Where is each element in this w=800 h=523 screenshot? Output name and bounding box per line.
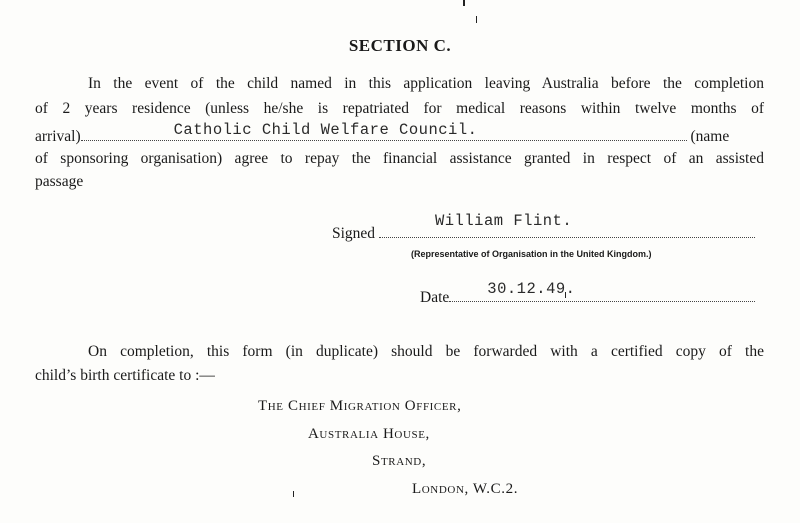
signature-field bbox=[379, 212, 755, 238]
date-field bbox=[449, 280, 755, 302]
organisation-field bbox=[81, 121, 687, 141]
signature-value: William Flint. bbox=[434, 212, 573, 230]
signature-caption: (Representative of Organisation in the United Kingdom.) bbox=[411, 249, 652, 259]
address-line: Australia House, bbox=[308, 426, 430, 442]
address-line: The Chief Migration Officer, bbox=[258, 398, 462, 414]
scan-mark bbox=[476, 16, 477, 23]
scan-mark bbox=[293, 491, 294, 497]
arrival-label: arrival) bbox=[35, 128, 81, 145]
instruction-line: On completion, this form (in duplicate) should be forwarded with a certified copy of the bbox=[88, 343, 764, 360]
paragraph-line: In the event of the child named in this application leaving Australia before the completion bbox=[88, 75, 764, 92]
signature-line bbox=[332, 212, 755, 244]
paragraph-line: of 2 years residence (unless he/she is repatriated for medical reasons within twelve months of bbox=[35, 100, 764, 117]
name-label: (name bbox=[690, 128, 730, 145]
address-line: Strand, bbox=[372, 453, 427, 469]
scan-mark bbox=[463, 0, 465, 6]
date-label: Date bbox=[420, 289, 450, 306]
section-title: SECTION C. bbox=[348, 36, 452, 55]
date-value: 30.12.49. bbox=[487, 280, 576, 298]
address-line: London, W.C.2. bbox=[412, 481, 519, 497]
organisation-value: Catholic Child Welfare Council. bbox=[173, 121, 478, 139]
signature-label: Signed bbox=[332, 225, 376, 242]
organisation-line bbox=[35, 121, 765, 147]
date-line bbox=[420, 280, 755, 308]
paragraph-line: passage bbox=[35, 173, 84, 190]
paragraph-line: of sponsoring organisation) agree to repay the financial assistance granted in respect of an assisted bbox=[35, 150, 764, 167]
instruction-line: child’s birth certificate to :— bbox=[35, 367, 215, 384]
